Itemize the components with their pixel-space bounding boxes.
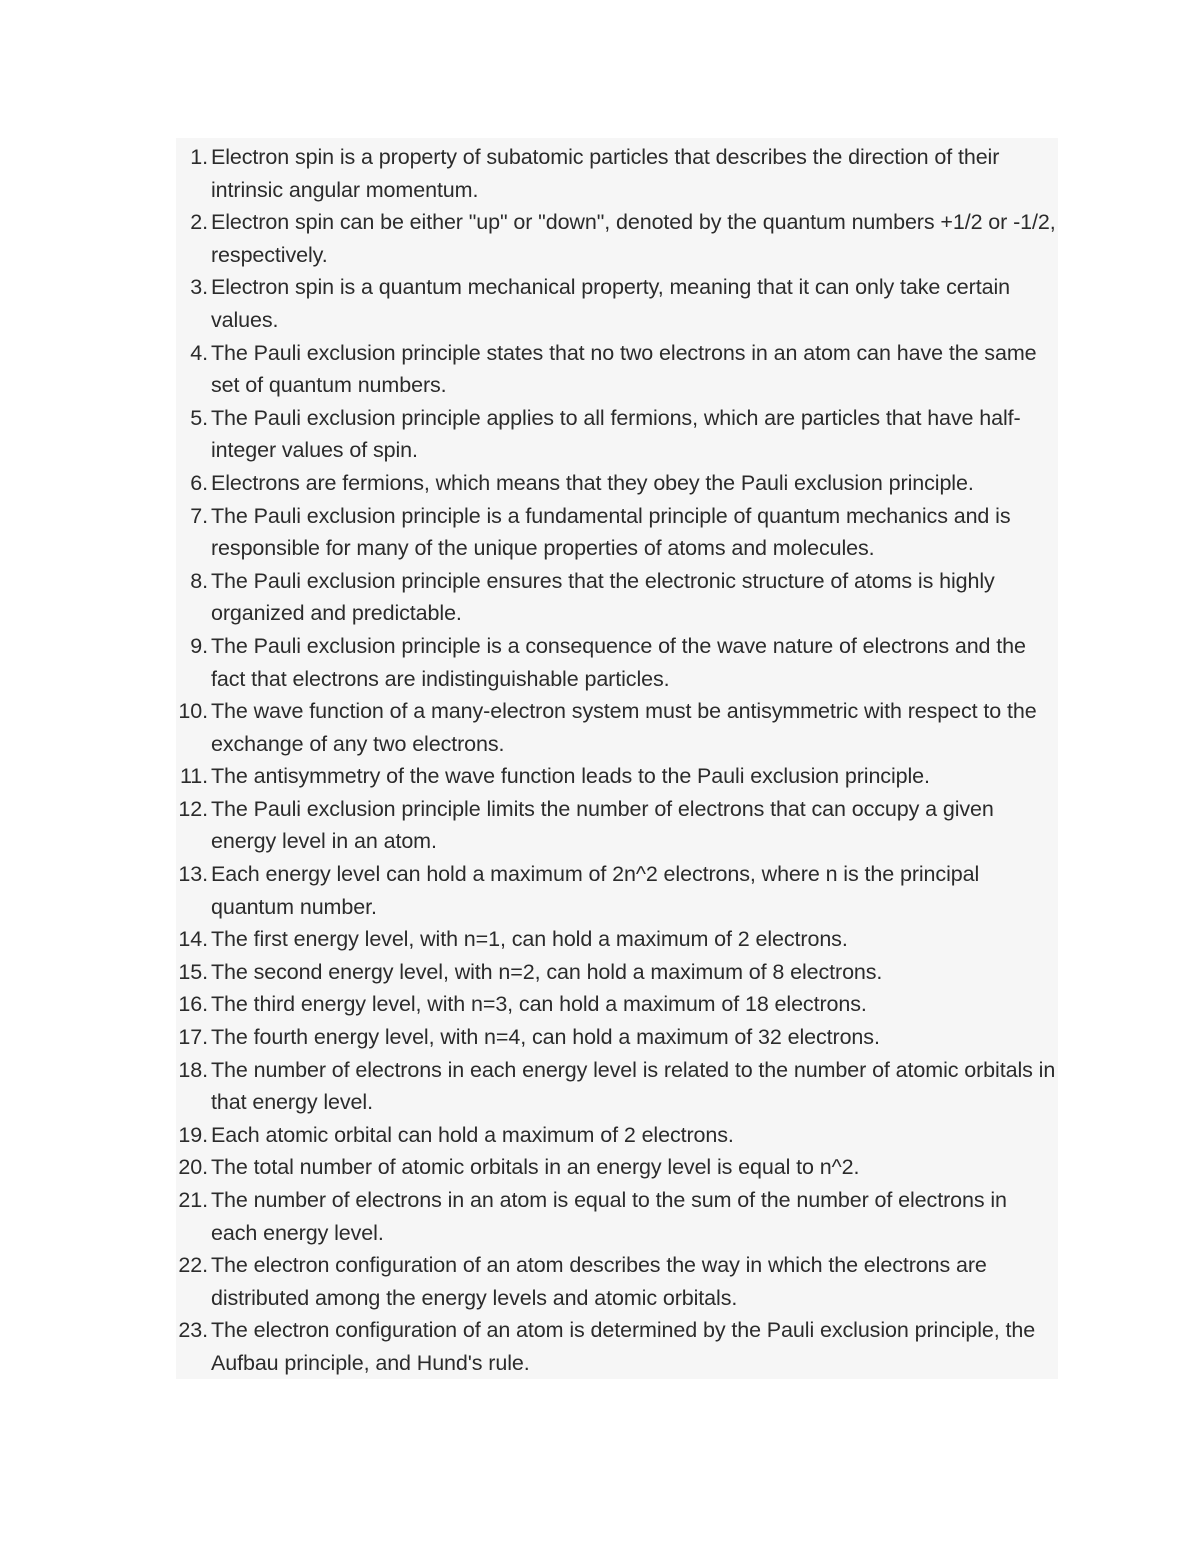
item-number: 17. xyxy=(178,1025,208,1050)
item-text: The fourth energy level, with n=4, can hold a maximum of 32 electrons. xyxy=(211,1025,880,1050)
item-number: 5. xyxy=(190,405,208,430)
list-item xyxy=(176,1151,1058,1184)
item-number: 12. xyxy=(178,796,208,821)
item-text: The Pauli exclusion principle is a fundamental principle of quantum mechanics and is responsible for many of the unique properties of atoms and molecules. xyxy=(211,503,1011,561)
item-number: 4. xyxy=(190,340,208,365)
item-number: 16. xyxy=(178,992,208,1017)
list-item xyxy=(176,760,1058,793)
item-number: 15. xyxy=(178,959,208,984)
item-number: 3. xyxy=(190,275,208,300)
item-text: The total number of atomic orbitals in an energy level is equal to n^2. xyxy=(211,1155,860,1180)
item-number: 14. xyxy=(178,927,208,952)
list-item xyxy=(176,793,1058,858)
item-text: The third energy level, with n=3, can hold a maximum of 18 electrons. xyxy=(211,992,867,1017)
list-item xyxy=(176,956,1058,989)
list-item xyxy=(176,271,1058,336)
item-text: The second energy level, with n=2, can hold a maximum of 8 electrons. xyxy=(211,959,883,984)
list-item xyxy=(176,1119,1058,1152)
numbered-list-block xyxy=(176,138,1058,1379)
item-text: The antisymmetry of the wave function leads to the Pauli exclusion principle. xyxy=(211,764,930,789)
item-text: The number of electrons in each energy level is related to the number of atomic orbitals in that energy level. xyxy=(211,1057,1056,1115)
item-number: 8. xyxy=(190,568,208,593)
item-number: 22. xyxy=(178,1253,208,1278)
item-text: Electron spin is a quantum mechanical property, meaning that it can only take certain values. xyxy=(211,275,1010,332)
list-item xyxy=(176,337,1058,402)
item-text: Each atomic orbital can hold a maximum of 2 electrons. xyxy=(211,1122,734,1147)
item-number: 21. xyxy=(178,1188,208,1212)
item-text: The Pauli exclusion principle states that no two electrons in an atom can have the same set of quantum numbers. xyxy=(211,340,1037,398)
list-item xyxy=(176,500,1058,565)
list-item xyxy=(176,206,1058,271)
item-number: 20. xyxy=(178,1155,208,1180)
list-item xyxy=(176,988,1058,1021)
numbered-list xyxy=(176,141,1058,1380)
item-number: 19. xyxy=(178,1122,208,1147)
list-item xyxy=(176,1021,1058,1054)
item-text: The number of electrons in an atom is equal to the sum of the number of electrons in each energy level. xyxy=(211,1188,1007,1245)
item-text: The wave function of a many-electron system must be antisymmetric with respect to the exchange of any two electrons. xyxy=(211,699,1037,756)
list-item xyxy=(176,467,1058,500)
list-item xyxy=(176,1184,1058,1249)
list-item xyxy=(176,923,1058,956)
item-text: Electron spin can be either "up" or "down", denoted by the quantum numbers +1/2 or -1/2, respectively. xyxy=(211,210,1056,267)
item-text: Electrons are fermions, which means that they obey the Pauli exclusion principle. xyxy=(211,470,974,495)
item-number: 6. xyxy=(190,470,208,495)
list-item xyxy=(176,1249,1058,1314)
item-number: 9. xyxy=(190,633,208,658)
item-text: The electron configuration of an atom describes the way in which the electrons are distributed among the energy levels and atomic orbitals. xyxy=(211,1253,987,1310)
list-item xyxy=(176,858,1058,923)
list-item xyxy=(176,141,1058,206)
list-item xyxy=(176,695,1058,760)
item-number: 7. xyxy=(190,503,208,528)
list-item xyxy=(176,565,1058,630)
item-text: Electron spin is a property of subatomic particles that describes the direction of their intrinsic angular momentum. xyxy=(211,145,1000,202)
item-text: The electron configuration of an atom is determined by the Pauli exclusion principle, the Aufbau principle, and Hund's rule. xyxy=(211,1318,1036,1375)
list-item xyxy=(176,1054,1058,1119)
item-number: 10. xyxy=(178,699,208,724)
item-text: The Pauli exclusion principle applies to all fermions, which are particles that have half-integer values of spin. xyxy=(211,405,1021,463)
item-text: The Pauli exclusion principle is a consequence of the wave nature of electrons and the fact that electrons are indistinguishable particles. xyxy=(211,633,1026,691)
list-item xyxy=(176,1314,1058,1379)
item-number: 1. xyxy=(190,145,208,169)
item-text: The first energy level, with n=1, can hold a maximum of 2 electrons. xyxy=(211,927,848,952)
item-number: 18. xyxy=(178,1057,208,1082)
list-item xyxy=(176,402,1058,467)
item-number: 23. xyxy=(178,1318,208,1343)
item-text: The Pauli exclusion principle ensures that the electronic structure of atoms is highly organized and predictable. xyxy=(211,568,995,626)
list-item xyxy=(176,630,1058,695)
item-number: 11. xyxy=(180,764,208,789)
item-number: 13. xyxy=(178,862,208,887)
item-number: 2. xyxy=(190,210,208,235)
item-text: The Pauli exclusion principle limits the number of electrons that can occupy a given energy level in an atom. xyxy=(211,796,994,854)
item-text: Each energy level can hold a maximum of 2n^2 electrons, where n is the principal quantum number. xyxy=(211,862,980,919)
